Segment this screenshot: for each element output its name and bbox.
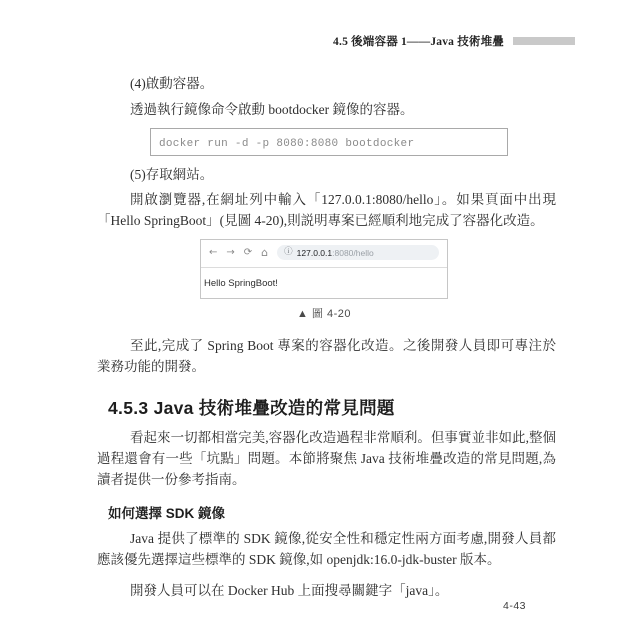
paragraph-sdk-1: Java 提供了標準的 SDK 鏡像,從安全性和穩定性兩方面考慮,開發人員都應該優先選擇這些標準的 SDK 鏡像,如 openjdk:16.0-jdk-buster 版本。	[97, 531, 556, 567]
header-decor-bar	[513, 37, 575, 45]
paragraph-section-intro: 看起來一切都相當完美,容器化改造過程非常順利。但事實並非如此,整個過程還會有一些「坑點」問題。本節將聚焦 Java 技術堆疊改造的常見問題,為讀者提供一份參考指南。	[97, 430, 556, 487]
paragraph-step5-title: (5)存取網站。	[130, 167, 214, 182]
code-text: docker run -d -p 8080:8080 bootdocker	[159, 138, 415, 150]
paragraph-sdk-2: 開發人員可以在 Docker Hub 上面搜尋關鍵字「java」。	[130, 583, 449, 598]
browser-home-icon: ⌂	[261, 245, 269, 259]
paragraph-step5-desc: 開啟瀏覽器,在網址列中輸入「127.0.0.1:8080/hello」。如果頁面中出現「Hello SpringBoot」(見圖 4-20),則説明專案已經順利地完成了容器化改造。	[97, 192, 556, 228]
browser-window	[200, 239, 448, 299]
browser-address-bar	[277, 245, 439, 260]
url-host: 127.0.0.1	[296, 247, 333, 258]
browser-toolbar	[201, 240, 447, 268]
sub-heading-sdk-image: 如何選擇 SDK 鏡像	[108, 506, 226, 521]
browser-back-icon: ←	[209, 246, 218, 258]
browser-page-text: Hello SpringBoot!	[204, 277, 278, 289]
url-path: :8080/hello	[332, 247, 374, 258]
paragraph-step4-title: (4)啟動容器。	[130, 76, 214, 91]
page-info-icon: ⓘ	[284, 247, 293, 257]
section-heading-4-5-3: 4.5.3 Java 技術堆疊改造的常見問題	[108, 398, 395, 418]
browser-page-content	[201, 268, 447, 298]
url-text	[297, 248, 374, 258]
browser-forward-icon: →	[226, 246, 235, 258]
paragraph-conclusion: 至此,完成了 Spring Boot 專案的容器化改造。之後開發人員即可專注於業務功能的開發。	[97, 338, 556, 374]
figure-4-20	[200, 239, 448, 321]
figure-caption: ▲ 圖 4-20	[296, 308, 351, 320]
page-number: 4-43	[503, 600, 527, 612]
code-block	[150, 128, 508, 156]
browser-reload-icon: ⟳	[243, 246, 253, 258]
page-body	[97, 45, 556, 601]
running-header-title: 4.5 後端容器 1——Java 技術堆疊	[333, 36, 504, 48]
paragraph-step4-desc: 透過執行鏡像命令啟動 bootdocker 鏡像的容器。	[130, 102, 414, 117]
